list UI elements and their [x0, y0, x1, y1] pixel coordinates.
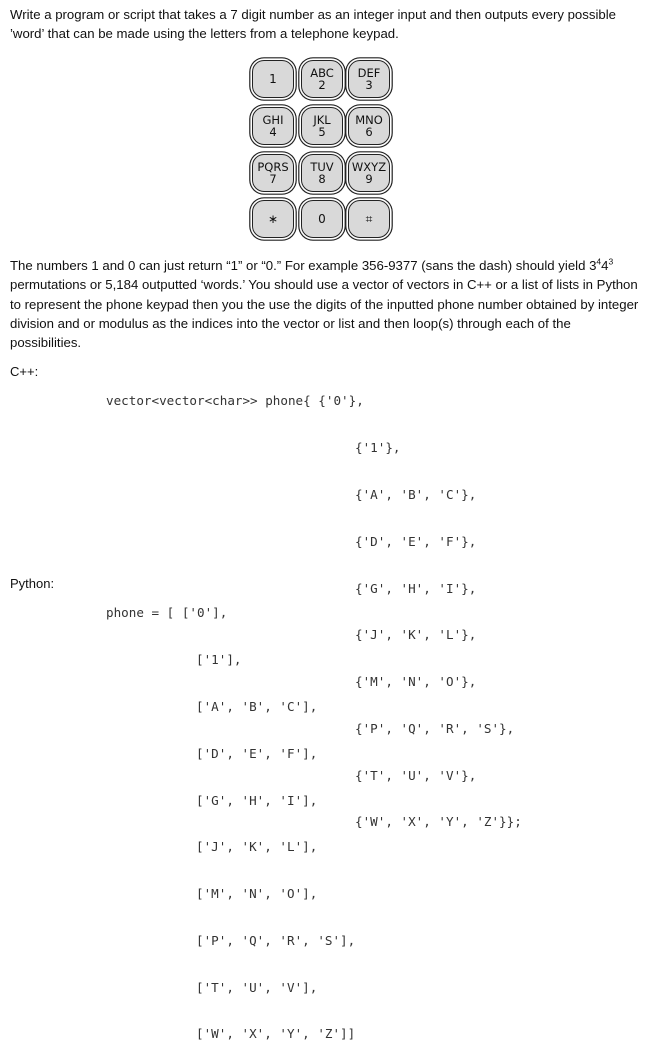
description-text: permutations or 5,184 outputted ‘words.’ You should use a vector of vectors in C++ or a list of lists in Python to represent the phone keypad then you the use the digits of the inputted phone number obtained by integer division and or modulus as the indices into the vector or list and then loop(s) through each of the possibilities.	[10, 277, 639, 351]
key-6	[348, 107, 390, 145]
code-line: {'A', 'B', 'C'},	[355, 486, 477, 502]
code-line: {'G', 'H', 'I'},	[355, 580, 477, 596]
code-line: ['W', 'X', 'Y', 'Z']]	[196, 1026, 356, 1042]
key-letters: GHI	[262, 112, 284, 127]
code-line: ['A', 'B', 'C'],	[196, 698, 318, 714]
telephone-keypad	[250, 58, 394, 244]
key-1	[252, 60, 294, 98]
key-letters: PQRS	[257, 159, 289, 174]
key-0	[301, 200, 343, 238]
code-line: ['D', 'E', 'F'],	[196, 745, 318, 761]
key-digit: 4	[269, 125, 277, 139]
key-4	[252, 107, 294, 145]
star-icon: ∗	[267, 211, 279, 226]
code-line: ['G', 'H', 'I'],	[196, 792, 318, 808]
exponent: 3	[608, 256, 614, 267]
python-code-head: phone = [ ['0'],	[106, 605, 228, 620]
key-7	[252, 154, 294, 192]
code-line: {'J', 'K', 'L'},	[355, 627, 477, 643]
description-text: The numbers 1 and 0 can just return “1” or “0.” For example 356-9377 (sans the dash) should yield 3	[10, 258, 597, 273]
key-digit: 9	[365, 172, 373, 186]
key-digit: 2	[318, 78, 326, 92]
key-digit: 3	[365, 78, 373, 92]
key-3	[348, 60, 390, 98]
code-line: ['P', 'Q', 'R', 'S'],	[196, 932, 356, 948]
key-digit: 1	[269, 71, 277, 86]
exponent: 4	[596, 256, 602, 267]
code-line: ['M', 'N', 'O'],	[196, 886, 318, 902]
key-hash	[348, 200, 390, 238]
code-line: ['T', 'U', 'V'],	[196, 979, 318, 995]
key-5	[301, 107, 343, 145]
code-line: {'1'},	[355, 440, 401, 456]
code-line: ['J', 'K', 'L'],	[196, 839, 318, 855]
code-line: {'M', 'N', 'O'},	[355, 674, 477, 690]
description-paragraph	[10, 256, 640, 352]
key-letters: ABC	[310, 65, 334, 80]
key-letters: TUV	[310, 159, 334, 174]
key-digit: 5	[318, 125, 326, 139]
intro-paragraph: Write a program or script that takes a 7 digit number as an integer input and then outputs every possible ’word’ that can be made using the letters from a telephone keypad.	[10, 7, 616, 42]
key-star	[252, 200, 294, 238]
key-digit: 8	[318, 172, 326, 186]
python-label: Python:	[10, 576, 55, 591]
key-digit: 7	[269, 172, 277, 186]
key-letters: WXYZ	[351, 159, 387, 174]
cpp-code-head: vector<vector<char>> phone{ {'0'},	[106, 393, 364, 408]
key-digit: 6	[365, 125, 373, 139]
python-code-rows	[196, 621, 355, 1058]
key-2	[301, 60, 343, 98]
key-letters: MNO	[355, 112, 383, 127]
cpp-label: C++:	[10, 364, 39, 379]
hash-icon: ⌗	[365, 211, 373, 226]
code-line: {'T', 'U', 'V'},	[355, 767, 477, 783]
key-letters: DEF	[357, 65, 381, 80]
key-9	[348, 154, 390, 192]
code-line: {'P', 'Q', 'R', 'S'},	[355, 720, 515, 736]
description-text: 4	[601, 258, 609, 273]
key-8	[301, 154, 343, 192]
code-line: ['1'],	[196, 652, 242, 668]
key-digit: 0	[318, 211, 326, 226]
cpp-code-rows	[355, 409, 522, 846]
code-line: {'W', 'X', 'Y', 'Z'}};	[355, 814, 522, 830]
key-letters: JKL	[313, 112, 331, 127]
code-line: {'D', 'E', 'F'},	[355, 533, 477, 549]
